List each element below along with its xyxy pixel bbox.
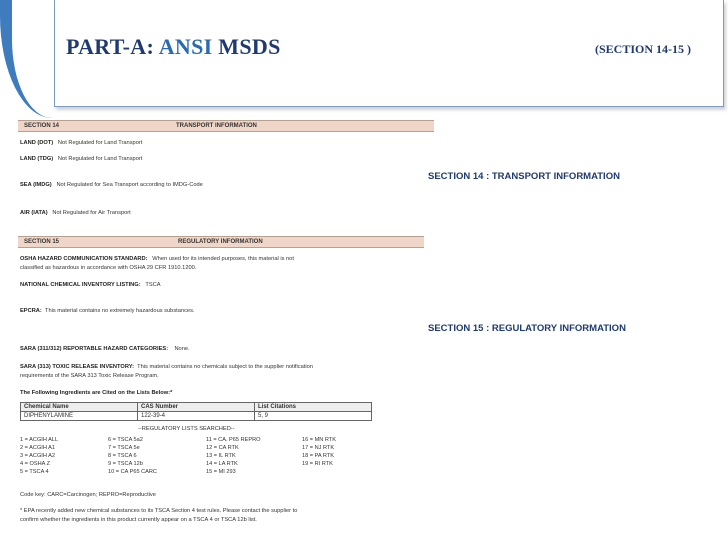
lists-title: --REGULATORY LISTS SEARCHED-- [138, 426, 235, 432]
air-line: AIR (IATA) Not Regulated for Air Transport [20, 210, 131, 216]
sara311-line: SARA (311/312) REPORTABLE HAZARD CATEGORIES: None. [20, 346, 190, 352]
title-rest: MSDS [218, 34, 281, 59]
sara313-line-2: requirements of the SARA 313 Toxic Release Program. [20, 373, 159, 379]
table-header: List Citations [255, 403, 372, 412]
s15-title: REGULATORY INFORMATION [178, 239, 263, 245]
section14-label: SECTION 14 : TRANSPORT INFORMATION [428, 171, 620, 182]
table-cell: 5, 9 [255, 412, 372, 421]
section14-bar [18, 120, 434, 132]
sea-line: SEA (IMDG) Not Regulated for Sea Transport according to IMDG-Code [20, 182, 203, 188]
s14-number: SECTION 14 [24, 123, 60, 129]
land-tdg-line: LAND (TDG) Not Regulated for Land Transport [20, 156, 143, 162]
section15-bar [18, 236, 424, 248]
table-header: CAS Number [138, 403, 255, 412]
epcra-line: EPCRA: This material contains no extremely hazardous substances. [20, 308, 195, 314]
slide-title [66, 34, 281, 60]
osha-line-2: classified as hazardous in accordance with OSHA 29 CFR 1910.1200. [20, 265, 197, 271]
section15-label: SECTION 15 : REGULATORY INFORMATION [428, 323, 626, 334]
s14-title: TRANSPORT INFORMATION [176, 123, 257, 129]
title-part: PART-A: [66, 34, 155, 59]
table-header-row [21, 403, 372, 412]
table-header: Chemical Name [21, 403, 138, 412]
msds-document-image: SECTION 14 TRANSPORT INFORMATION LAND (DOT) Not Regulated for Land Transport LAND (TDG) Not Regulated for Land Transport SEA (IMDG) Not Regulated for Sea Transport according to IMDG-Code AIR (IATA) Not Regulated for Air Transport SECTION 15 REGULATORY INFORMATION OSHA HAZARD COMMUNICATION STANDARD: When used for its intended purposes, this material is not classified as hazardous in accordance with OSHA 29 CFR 1910.1200. NATIONAL CHEMICAL INVENTORY LISTING: TSCA EPCRA: This material contains no extremely hazardous substances. SARA (311/312) REPORTABLE HAZARD CATEGORIES: None. SARA (313) TOXIC RELEASE INVENTORY: This material contains no chemicals subject to the supplier notification requirements of the SARA 313 Toxic Release Program. The Following Ingredients are Cited on the Lists Below:* Chemical Name CAS Number List Citations DIPHENYLAMINE 122-39-4 5, 9 --REGULATORY LISTS SEARCHED-- 1 = ACGIH ALL 6 = TSCA 5a2 11 = CA. P65 REPRO 16 = MN RTK 2 = ACGIH A1 7 = TSCA 5e 12 = CA RTK 17 = NJ RTK 3 = ACGIH A2 8 = TSCA 6 13 = IL RTK 18 = PA RTK 4 = OSHA Z 9 = TSCA 12b 14 = LA RTK 19 = RI RTK 5 = TSCA 4 10 = CA P65 CARC 15 = MI 293 Code key: CARC=Carcinogen; REPRO=Reproductive * EPA recently added new chemical substances to its TSCA Section 4 test rules. Please contact the supplier to confirm whether the ingredients in this product currently appear on a TSCA 4 or TSCA 12b list. [18, 120, 434, 540]
table-cell: 122-39-4 [138, 412, 255, 421]
ingredients-table [20, 402, 372, 421]
footnote-1: * EPA recently added new chemical substances to its TSCA Section 4 test rules. Please contact the supplier to [20, 508, 298, 514]
code-key: Code key: CARC=Carcinogen; REPRO=Reproductive [20, 492, 156, 498]
ingredients-intro: The Following Ingredients are Cited on the Lists Below:* [20, 390, 173, 396]
sara313-line: SARA (313) TOXIC RELEASE INVENTORY: This material contains no chemicals subject to the supplier notification [20, 364, 313, 370]
land-dot-line: LAND (DOT) Not Regulated for Land Transport [20, 140, 143, 146]
s15-number: SECTION 15 [24, 239, 60, 245]
national-line: NATIONAL CHEMICAL INVENTORY LISTING: TSCA [20, 282, 161, 288]
decorative-ribbon [0, 0, 52, 118]
title-accent: ANSI [158, 34, 213, 59]
osha-line: OSHA HAZARD COMMUNICATION STANDARD: When used for its intended purposes, this material is not [20, 256, 294, 262]
footnote-2: confirm whether the ingredients in this product currently appear on a TSCA 4 or TSCA 12b list. [20, 517, 257, 523]
table-cell: DIPHENYLAMINE [21, 412, 138, 421]
table-row [21, 412, 372, 421]
section-reference: (SECTION 14-15 ) [595, 42, 692, 56]
